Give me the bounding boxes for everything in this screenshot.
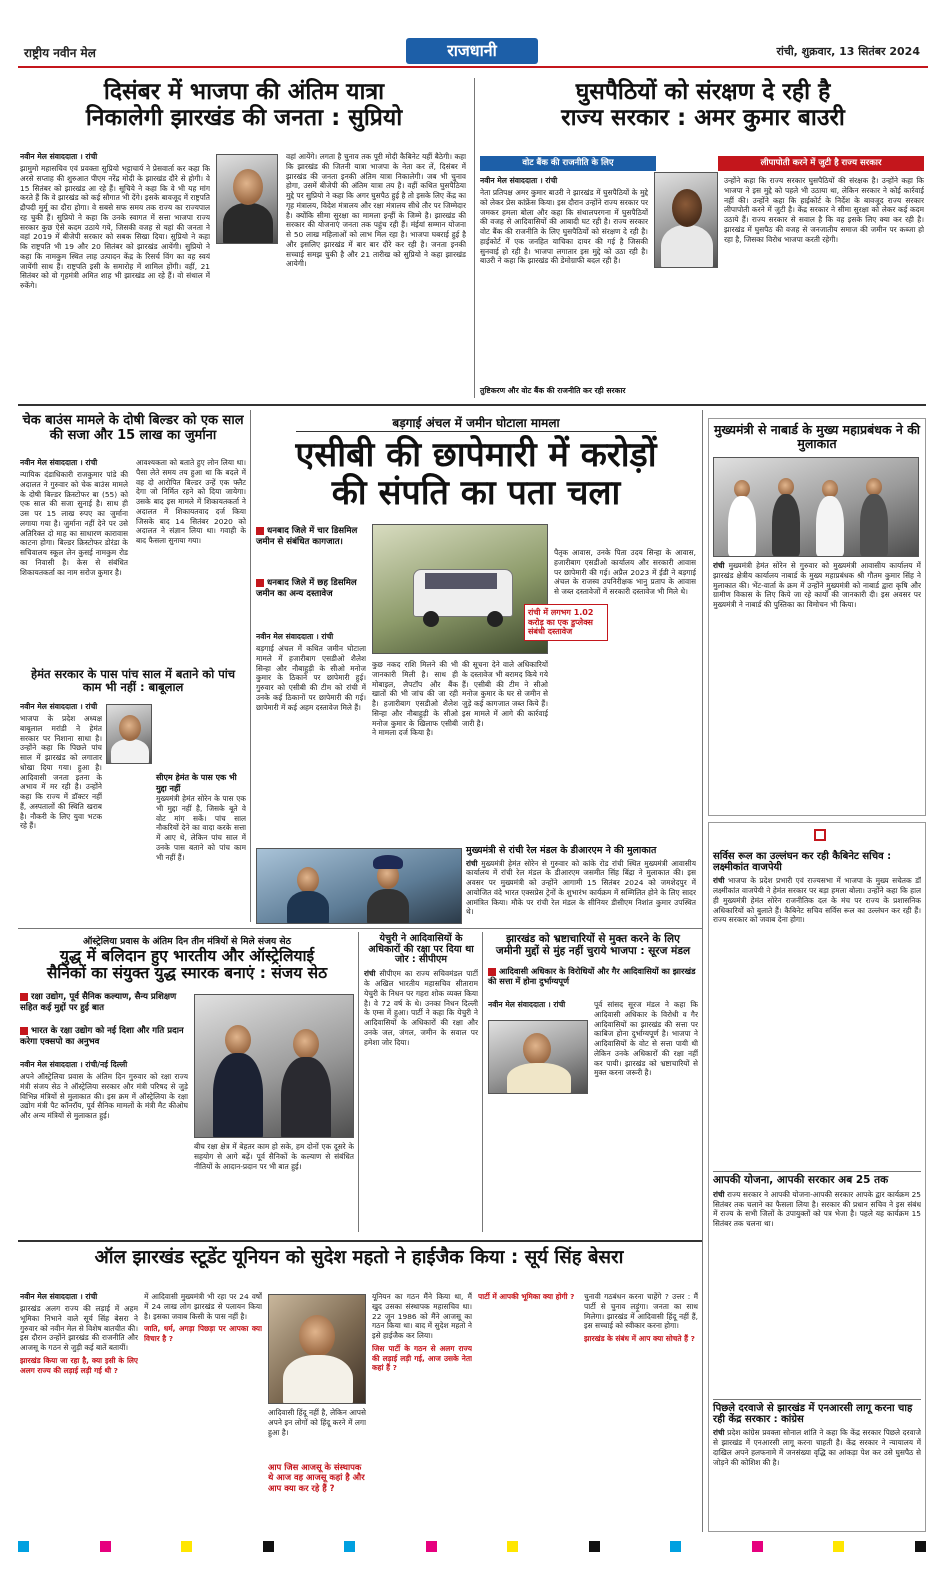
- article-body: [20, 702, 102, 922]
- bullet-text: धनबाद जिले में चार डिसमिल जमीन से संबंधित कागजात।: [256, 526, 358, 547]
- headline-line: निकालेगी झारखंड की जनता : सुप्रियो: [85, 104, 403, 131]
- byline-city: रांची: [466, 858, 478, 868]
- registration-swatch: [670, 1541, 681, 1552]
- story-drm: [466, 846, 696, 926]
- news-box-logo: [765, 827, 875, 845]
- headline-cheque: चेक बाउंस मामले के दोषी बिल्डर को एक साल की सजा और 15 लाख का जुर्माना: [22, 413, 244, 443]
- photo-sanjay-seth: [194, 994, 354, 1138]
- article-body: [20, 152, 210, 398]
- story-suraj-mandal: [488, 934, 698, 1234]
- body-text: मुख्यमंत्री हेमंत सोरेन से गुरुवार को कांके रोड रांची स्थित मुख्यमंत्री आवासीय कार्यालय में रांची रेल मंडल के डीआरएम जसमीत सिंह बिंद्रा ने मुलाकात की। इस अवसर पर मुख्यमंत्री को उन्होंने आगामी 15 सितंबर 2024 को जमशेदपुर में आयोजित वंदे भारत एक्सप्रेस ट्रेनों के शुभारंभ कार्यक्रम में सम्मिलित होने के लिए सादर आमंत्रित किया। मौके पर रांची रेल मंडल के सीनियर डीसीएम निशांत कुमार उपस्थित थे।: [466, 858, 696, 917]
- question-box: [268, 1462, 366, 1493]
- body-text: की सूचना देने वाले अधिकारियों के दस्तावेज भी बरामद किये गये हैं। एसीबी की टीम ने सीओ मनोज कुमार के घर से जमीन से जुड़े कई कागजात जब्त किये हैं। इस मामले में आगे की कार्रवाई जारी है।: [462, 660, 548, 728]
- story-cheque-bounce: [20, 414, 246, 664]
- headline-line: दिसंबर में भाजपा की अंतिम यात्रा: [103, 79, 385, 105]
- headline-babulal: हेमंत सरकार के पास पांच साल में बताने को पांच काम भी नहीं : बाबूलाल: [30, 667, 236, 694]
- photo-raid-vehicle: [372, 524, 548, 654]
- article-body: [713, 1428, 921, 1520]
- tag-vote-bank: वोट बैंक की राजनीति के लिए: [480, 156, 656, 171]
- section-divider: [18, 1240, 702, 1242]
- body-text: भाजपा के प्रदेश प्रभारी एवं राज्यसभा में भाजपा के मुख्य सचेतक डॉ लक्ष्मीकांत वाजपेयी ने हेमंत सरकार पर बड़ा हमला बोला। उन्होंने कहा कि हाल ही मुख्यमंत्री हेमंत सोरेन राजनीतिक दल के मंच पर राज्य के प्रशासनिक अधिकारियों को बुलाते हैं। कैबिनेट सचिव सर्विस रूल का उल्लंघन कर रही हैं। राज्य सरकार को जवाब देना होगा।: [713, 876, 921, 925]
- bullet-point: [256, 526, 366, 547]
- photo-supriyo: [216, 154, 278, 244]
- body-text: यूनियन का गठन मैंने किया था, मैं खुद उसका संस्थापक महासचिव था। 22 जून 1986 को मैंने आजसू का गठन किया था। बाद में सुदेश महतो ने इसे हाईजैक कर लिया।: [372, 1292, 472, 1341]
- section-divider: [18, 404, 926, 406]
- headline-yechury: येचुरी ने आदिवासियों के अधिकारों की रक्षा पर दिया था जोर : सीपीएम: [368, 933, 474, 966]
- bullet-point: [20, 992, 188, 1013]
- question: झारखंड के संबंध में आप क्या सोचते हैं ?: [584, 1334, 695, 1344]
- article-body: [20, 458, 128, 658]
- article-body: [480, 176, 648, 382]
- body-text: झामुमो महासचिव एवं प्रवक्ता सुप्रियो भट्टाचार्य ने प्रेसवार्ता कर कहा कि अरसे सप्ताह की शुरुआत पीएम नरेंद्र मोदी के झारखंड दौरे से होगी। वे 15 सितंबर को झारखंड आ रहे हैं। सूचिये ने कहा कि वे भी यह मांग करते हैं कि वे झारखंड को कई सौगात भी देंगे। इसके बावजूद में राष्ट्रपति द्रौपदी मुर्मू का दौरा होगा। वे सबसे सफ समय तक राज्य का राज्यपाल रह चुकी हैं। सुप्रियो ने कहा कि उनके स्वागत में सत्ता भाजपा राज्य सरकार कुछ ऐसे कदम उठाये गये, जिसकी वजह से यहां की जनता ने वहां 2019 में बीजेपी सरकार को सबक सिखा दिया। सुप्रियो ने कहा कि राष्ट्रपति भी 19 और 20 सितंबर को झारखंड आयेंगी। सुप्रियो ने कहा कि नामकुम स्थित लाह उत्पादन केंद्र के रिसर्च विंग का वह स्वयं जायेंगी साथ हैं। राष्ट्रपति इसी के समारोह में शामिल होंगी। वहीं, 21 सितंबर को वो गृहमंत्री अमित शाह भी झारखंड आ रहे हैं। वो संथाल में रुकेंगे।: [20, 164, 210, 291]
- question: पार्टी में आपकी भूमिका क्या होगी ?: [478, 1292, 575, 1301]
- article-body: [136, 458, 246, 658]
- body-text: सीपीएम का राज्य सचिवमंडल पार्टी के अखिल भारतीय महासचिव सीताराम येचुरी के निधन पर गहरा शोक व्यक्त किया है। वे 72 वर्ष के थे। उनका निधन दिल्ली के एम्स में हुआ। पार्टी ने कहा कि येचुरी ने आदिवासियों के अधिकारों की रक्षा और उनके जल, जंगल, जमीन के सवाल पर हमेशा जोर दिया।: [364, 969, 478, 1047]
- headline-nabard: मुख्यमंत्री से नाबार्ड के मुख्य महाप्रबंधक ने की मुलाकात: [713, 422, 921, 451]
- body-text: चुनावी गठबंधन करना चाहेंगे ? उत्तर : मैं पार्टी से चुनाव लड़ूंगा। जनता का साथ मिलेगा। झारखंड में आदिवासी हिंदू नहीं हैं, इस सच्चाई को स्वीकार करना होगा।: [584, 1292, 698, 1331]
- byline: नवीन मेल संवाददाता । रांची: [20, 1292, 98, 1301]
- article-body: [286, 152, 466, 398]
- headline-besra: ऑल झारखंड स्टूडेंट यूनियन को सुदेश महतो ने हाईजैक किया : सूर्य सिंह बेसरा: [94, 1247, 624, 1268]
- question: जिस पार्टी के गठन से अलग राज्य की लड़ाई लड़ी गई, आज उसके नेता कहां हैं ?: [372, 1343, 472, 1373]
- byline-city: रांची: [364, 969, 376, 979]
- byline: नवीन मेल संवाददाता । रांची: [20, 458, 98, 467]
- registration-swatch: [589, 1541, 600, 1552]
- registration-swatch: [263, 1541, 274, 1552]
- registration-swatch: [181, 1541, 192, 1552]
- article-body: [372, 660, 458, 844]
- photo-caption: बीच रक्षा क्षेत्र में बेहतर काम हो सके, हम दोनों एक दूसरे के सहयोग से आगे बढ़ें। पूर्व सैनिकों के कल्याण से संबंधित नीतियों के आदान-प्रदान पर भी बात हुई।: [194, 1142, 354, 1171]
- tag-lipapoti: लीपापोती करने में जुटी है राज्य सरकार: [718, 156, 924, 171]
- headline-line: सैनिकों का संयुक्त युद्ध स्मारक बनाएं : संजय सेठ: [46, 964, 328, 983]
- news-box: [708, 822, 926, 1532]
- question: जाति, धर्म, अगड़ा पिछड़ा पर आपका क्या विचार है ?: [144, 1324, 262, 1344]
- body-text: मुख्यमंत्री हेमंत सोरेन से गुरुवार को मुख्यमंत्री आवासीय कार्यालय में झारखंड क्षेत्रीय कार्यालय नाबार्ड के मुख्य महाप्रबंधक श्री गौतम कुमार सिंह ने मुलाकात की। भेंट-वार्ता के क्रम में उन्होंने मुख्यमंत्री को नाबार्ड द्वारा कृषि और ग्रामीण विकास के लिए किये जा रहे कार्यों की जानकारी दी। इस अवसर पर मुख्यमंत्री ने नाबार्ड की पुस्तिका का विमोचन भी किया।: [713, 561, 921, 610]
- byline-city: रांची: [713, 561, 725, 570]
- column-divider: [358, 932, 359, 1232]
- article-body: [594, 1000, 698, 1230]
- headline-line: एसीबी की छापेमारी में करोड़ों: [295, 435, 657, 475]
- headline-yojana: आपकी योजना, आपकी सरकार अब 25 तक: [713, 1174, 889, 1186]
- body-text: पैतृक आवास, उनके पिता उदय सिन्हा के आवास, हजारीबाग एसडीओ कार्यालय और सरकारी आवास पर छापेमारी की गई। अप्रैल 2023 में ईडी ने बड़गाई अंचल के राजस्व उपनिरीक्षक भानु प्रताप के आवास से जब्त दस्तावेजों में सरकारी दस्तावेज भी मिले थे।: [554, 548, 696, 597]
- headline-suraj-mandal: [488, 934, 698, 958]
- divider: [713, 1171, 921, 1172]
- story-nrc: [713, 1403, 921, 1529]
- headline-nrc: पिछले दरवाजे से झारखंड में एनआरसी लागू करना चाह रही केंद्र सरकार : कांग्रेस: [713, 1403, 913, 1426]
- bullet-text: धनबाद जिले में छह डिसमिल जमीन का अन्य दस्तावेज: [256, 578, 357, 599]
- body-text: नेता प्रतिपक्ष अमर कुमार बाउरी ने झारखंड में घुसपैठियों के मुद्दे को लेकर प्रेस कांफ्रेंस किया। इस दौरान उन्होंने राज्य सरकार पर जमकर हमला बोला और कहा कि संथालपरगना में घुसपैठियों की वजह से आदिवासियों की आबादी घट रही है। राज्य सरकार वोट बैंक की राजनीति के लिए घुसपैठियों को संरक्षण दे रही है। हाईकोर्ट में एक जनहित याचिका दायर की गई है जिसकी सुनवाई हो रही है। भाजपा लगातार इस मुद्दे को उठा रही है। बाउरी ने कहा कि झारखंड की डेमोग्राफी बदल रही है।: [480, 188, 648, 266]
- bullet-icon: [488, 968, 496, 976]
- body-text: बड़गाई अंचल में कथित जमीन घोटाला मामले में हजारीबाग एसडीओ शैलेश सिन्हा और नौबाहुड़ी के सीओ मनोज कुमार के ठिकाने पर छापेमारी हुई। गुरुवार को एसीबी की टीम को रांची में उनके कई ठिकानों पर छापेमारी की गई। छापेमारी में कई अहम दस्तावेज मिले हैं।: [256, 644, 366, 712]
- article-body: [144, 1292, 262, 1532]
- story-yechury: [364, 934, 478, 1234]
- body-text: में आदिवासी मुख्यमंत्री भी रहा पर 24 वर्षों में 24 लाख लोग झारखंड से पलायन किया है। इसका जवाब किसी के पास नहीं है।: [144, 1292, 262, 1321]
- headline-line: घुसपैठियों को संरक्षण दे रही है: [575, 79, 831, 105]
- footer-note: तुष्टिकरण और वोट बैंक की राजनीति कर रही सरकार: [480, 386, 626, 395]
- body-text: अपने ऑस्ट्रेलिया प्रवास के अंतिम दिन गुरुवार को रक्षा राज्य मंत्री संजय सेठ ने ऑस्ट्रेलिया सरकार और मंत्री परिषद से जुड़े विभिन्न मंत्रियों से मुलाकात की। इस क्रम में ऑस्ट्रेलिया के रक्षा उद्योग मंत्री पैट कॉनरॉय, पूर्व सैनिक मामलों के मंत्री मैट कीओघ और अन्य मंत्रियों से मुलाकात हुई।: [20, 1072, 188, 1121]
- story-babulal: [20, 668, 246, 926]
- article-body: [462, 660, 548, 844]
- headline-supriyo: [20, 80, 468, 132]
- headline-bauri: [480, 80, 926, 132]
- story-sanjay-seth: [20, 934, 354, 1234]
- photo-nabard: [713, 457, 919, 557]
- registration-swatch: [18, 1541, 29, 1552]
- headline-line: जमीनी मुद्दों से मुंह नहीं चुराये भाजपा : सूरज मंडल: [495, 944, 691, 957]
- byline: नवीन मेल संवाददाता । रांची/नई दिल्ली: [20, 1060, 128, 1069]
- photo-babulal: [106, 704, 152, 764]
- bullet-icon: [256, 527, 264, 535]
- subhead: सीएम हेमंत के पास एक भी मुद्दा नहीं: [156, 773, 237, 793]
- headline-line: की संपति का पता चला: [331, 473, 621, 514]
- byline: नवीन मेल संवाददाता । रांची: [256, 632, 334, 641]
- divider: [713, 1399, 921, 1400]
- article-body: [20, 1292, 138, 1532]
- article-body: [156, 794, 246, 922]
- body-text: मुख्यमंत्री हेमंत सोरेन के पास एक भी मुद्दा नहीं है, जिसके बूते वे वोट मांग सकें। पांच साल नौकरियों देने का वादा करके सत्ता में आए थे, लेकिन पांच साल में उनके पास बताने को पांच काम भी नहीं हैं।: [156, 794, 246, 862]
- bullet-text: आदिवासी अधिकार के विरोधियों और गैर आदिवासियों का झारखंड की सत्ता में होना दुर्भाग्यपूर्ण: [488, 966, 696, 986]
- byline: नवीन मेल संवाददाता । रांची: [480, 176, 558, 185]
- article-body: [20, 1060, 188, 1232]
- byline: नवीन मेल संवाददाता । रांची: [488, 1000, 566, 1009]
- story-service-rule: [713, 851, 921, 1167]
- byline: नवीन मेल संवाददाता । रांची: [20, 152, 98, 161]
- headline-line: राज्य सरकार : अमर कुमार बाउरी: [561, 104, 845, 131]
- photo-bauri: [654, 172, 718, 268]
- section-divider: [18, 928, 702, 929]
- paper-name: राष्ट्रीय नवीन मेल: [24, 46, 96, 60]
- body-text: प्रदेश कांग्रेस प्रवक्ता सोनाल शांति ने कहा कि केंद्र सरकार पिछले दरवाजे से झारखंड में एनआरसी लागू करना चाहती है। केंद्र सरकार ने न्यायालय में दाखिल अपने हलफनामे में जनसंख्या वृद्धि का आंकड़ा पेश कर उसे घुसपैठ से जोड़ने की कोशिश की है।: [713, 1428, 921, 1467]
- column-divider: [474, 78, 475, 398]
- story-acb-raid: [256, 414, 696, 844]
- headline-service-rule: सर्विस रूल का उल्लंघन कर रही कैबिनेट सचिव : लक्ष्मीकांत वाजपेयी: [713, 851, 892, 874]
- registration-swatch: [100, 1541, 111, 1552]
- news-box-icon: [814, 829, 826, 841]
- section-label: राजधानी: [406, 38, 538, 64]
- question: झारखंड किया जा रहा है, क्या इसी के लिए अलग राज्य की लड़ाई लड़ी गई थी ?: [20, 1355, 138, 1375]
- bullet-point: [20, 1026, 188, 1047]
- kicker: ऑस्ट्रेलिया प्रवास के अंतिम दिन तीन मंत्रियों से मिले संजय सेठ: [83, 936, 291, 947]
- registration-swatch: [833, 1541, 844, 1552]
- article-body: [364, 969, 478, 1213]
- body-text: वहां आयेंगे। लगता है चुनाव तक पूरी मोदी कैबिनेट यहीं बैठेगी। कहा कि झारखंड की जितनी यात्रा भाजपा के नेता कर लें, दिसंबर में झारखंड की जनता इनकी अंतिम यात्रा निकालेगी। जब भी चुनाव होगा, उसमें बीजेपी की अंतिम यात्रा तय है। वहीं कथित घुसपैठिया मुद्दे पर सुप्रियो ने कहा कि अगर घुसपैठ हुई है तो इसके लिए केंद्र का गृह मंत्रालय, विदेश मंत्रालय और रक्षा मंत्रालय सीधे तौर पर जिम्मेदार है। क्योंकि सीमा सुरक्षा का मामला इन्हीं के जिम्मे है। झारखंड की सरकार की योजनाएं जनता तक पहुंच रही हैं। मंईयां सम्मान योजना से 50 लाख महिलाओं को लाभ मिल रहा है। भाजपा घबराई हुई है और इसलिए झारखंड में बार बार दौरे कर रही है। जनता इनकी सच्चाई समझ चुकी है और 21 तारीख को सुप्रियो ने कहा झारखंड आयेगी।: [286, 152, 466, 269]
- kicker: बड़गाई अंचल में जमीन घोटाला मामला: [296, 414, 656, 432]
- body-text: आवश्यकता को बताते हुए लोन लिया था। पैसा लेते समय तय हुआ था कि बदले में वह दो आरोपित बिल्डर उन्हें एक फ्लैट देगा जो निर्मित रहने को दिया जायेगा। उसके बाद इस मामले में शिकायतकर्ता ने अदालत में शिकायतवाद दर्ज किया जिसके बाद 14 सितंबर 2020 को अदालत ने संज्ञान लिया था। गवाही के बाद फैसला सुनाया गया।: [136, 458, 246, 546]
- photo-caption: रांची में लगभग 1.02 करोड़ का एक डुप्लेक्स संबंधी दस्तावेज: [524, 604, 608, 641]
- photo-drm-meeting: [256, 848, 462, 924]
- headline-acb: [256, 436, 696, 512]
- photo-suraj-mandal: [488, 1020, 588, 1094]
- registration-swatch: [507, 1541, 518, 1552]
- body-text: राज्य सरकार ने आपकी योजना-आपकी सरकार आपके द्वार कार्यक्रम 25 सितंबर तक चलाने का फैसला लिया है। सरकार की प्रधान सचिव ने इस संबंध में राज्य के सभी जिलों के उपायुक्तों को पत्र भेजा है। पहले यह कार्यक्रम 15 सितंबर तक चलना था।: [713, 1189, 921, 1229]
- photo-besra: [268, 1294, 366, 1404]
- body-text: न्यायिक दंडाधिकारी राजकुमार पांडे की अदालत ने गुरुवार को चेक बाउंस मामले के दोषी बिल्डर क्रिस्टोफर बा (55) को एक साल की सजा सुनाई है। साथ ही उस पर 15 लाख रुपए का जुर्माना लगाया गया है। जुर्माना नहीं देने पर उसे अतिरिक्त दो माह का साधारण कारावास काटना होगा। बिल्डर क्रिस्टोफर डोरंडा के सचिवालय स्कूल लेन कुसई नामकुम रोड का निवासी है। केस से संबंधित शिकायतकर्ता का नाम सरोज कुमार है।: [20, 470, 128, 577]
- column-divider: [250, 410, 251, 922]
- article-body: [554, 548, 696, 844]
- masthead: [18, 36, 928, 68]
- headline-line: झारखंड को भ्रष्टाचारियों से मुक्त करने के लिए: [506, 933, 680, 945]
- bullet-icon: [20, 1027, 28, 1035]
- body-text: झारखंड अलग राज्य की लड़ाई में अहम भूमिका निभाने वाले सूर्य सिंह बेसरा ने गुरुवार को नवीन मेल से विशेष बातचीत की। इस दौरान उन्होंने झारखंड की राजनीति और आजसू के गठन से जुड़ी कई बातें बतायीं।: [20, 1304, 138, 1353]
- article-body: [724, 176, 924, 398]
- body-text: पूर्व सांसद सूरज मंडल ने कहा कि आदिवासी अधिकार के विरोधी व गैर आदिवासियों का झारखंड की सत्ता पर काबिज होना दुर्भाग्यपूर्ण है। भाजपा ने आदिवासियों के वोट से सत्ता पायी थी लेकिन उनके अधिकारों की रक्षा नहीं कर पायी। झारखंड को भ्रष्टाचारियों से मुक्त करना जरूरी है।: [594, 1000, 698, 1078]
- column-divider: [702, 410, 703, 1532]
- body-text: भाजपा के प्रदेश अध्यक्ष बाबूलाल मरांडी ने हेमंत सरकार पर निशाना साधा है। उन्होंने कहा कि पिछले पांच साल में झारखंड को लगातार धोखा दिया गया। हुआ है। आदिवासी जनता इतना के अभाव में मर रही है। उन्होंने कहा कि राज्य में डॉक्टर नहीं हैं, अस्पतालों की स्थिति खराब है। नौकरी के लिए युवा भटक रहे हैं।: [20, 714, 102, 831]
- color-registration-strip: [18, 1540, 926, 1552]
- headline-line: युद्ध में बलिदान हुए भारतीय और ऑस्ट्रेलियाई: [59, 947, 315, 965]
- registration-swatch: [426, 1541, 437, 1552]
- bullet-icon: [20, 993, 28, 1001]
- question: आप जिस आजसू के संस्थापक थे आज वह आजसू कहां है और आप क्या कर रहे हैं ?: [268, 1462, 365, 1493]
- article-body: [466, 859, 696, 923]
- story-supriyo: [20, 80, 468, 400]
- body-text: उन्होंने कहा कि राज्य सरकार घुसपैठियों की संरक्षक है। उन्होंने कहा कि भाजपा ने इस मुद्दे को पहले भी उठाया था, लेकिन सरकार ने कोई कार्रवाई नहीं की। उन्होंने कहा कि हाईकोर्ट के निर्देश के बावजूद राज्य सरकार लीपापोती करने में जुटी है। केंद्र सरकार ने सीमा सुरक्षा को लेकर कई कदम उठाये हैं। राज्य सरकार से सवाल है कि वह इसके लिए क्या कर रही है। झारखंड में घुसपैठ की वजह से जनजातीय समाज की जमीन पर कब्जा हो रहा है, जिसका विरोध भाजपा करती रहेगी।: [724, 176, 924, 244]
- registration-swatch: [344, 1541, 355, 1552]
- byline-city: रांची: [713, 1189, 725, 1199]
- column-divider: [482, 932, 483, 1232]
- byline-city: रांची: [713, 1428, 725, 1438]
- headline-drm: मुख्यमंत्री से रांची रेल मंडल के डीआरएम ने की मुलाकात: [466, 845, 657, 856]
- article-body: [256, 632, 366, 844]
- article-body: [584, 1292, 698, 1532]
- article-body: [372, 1292, 472, 1532]
- article-body: [713, 561, 921, 817]
- registration-swatch: [752, 1541, 763, 1552]
- body-text: कुछ नकद राशि मिलने की भी जानकारी मिली है। साथ ही मोबाइल, लैपटॉप और बैंक खातों की भी जांच की जा रही है। हजारीबाग एसडीओ शैलेश सिन्हा और नौबाहुड़ी के सीओ मनोज कुमार के खिलाफ एसीबी ने मामला दर्ज किया है।: [372, 660, 458, 738]
- bullet-icon: [256, 579, 264, 587]
- article-body: [478, 1292, 578, 1532]
- story-besra: [20, 1248, 698, 1534]
- article-body: [713, 1190, 921, 1386]
- byline-city: रांची: [713, 876, 725, 886]
- story-yojana: [713, 1175, 921, 1395]
- article-body: [713, 876, 921, 1158]
- story-babu-bauri: [480, 80, 926, 400]
- story-nabard: [708, 418, 926, 816]
- byline: नवीन मेल संवाददाता । रांची: [20, 702, 98, 711]
- photo-caption: आदिवासी हिंदू नहीं है, लेकिन आपसे अपने इन लोगों को हिंदू करने में लगा हुआ है।: [268, 1408, 366, 1437]
- registration-swatch: [915, 1541, 926, 1552]
- dateline: रांची, शुक्रवार, 13 सितंबर 2024: [776, 45, 920, 58]
- bullet-text: भारत के रक्षा उद्योग को नई दिशा और गति प्रदान करेगा एक्सपो का अनुभव: [20, 1026, 184, 1047]
- headline-sanjay-seth: [20, 948, 354, 983]
- bullet-point: [488, 966, 698, 986]
- bullet-point: [256, 578, 366, 599]
- bullet-text: रक्षा उद्योग, पूर्व सैनिक कल्याण, सैन्य प्रशिक्षण सहित कई मुद्दों पर हुई बात: [20, 992, 177, 1013]
